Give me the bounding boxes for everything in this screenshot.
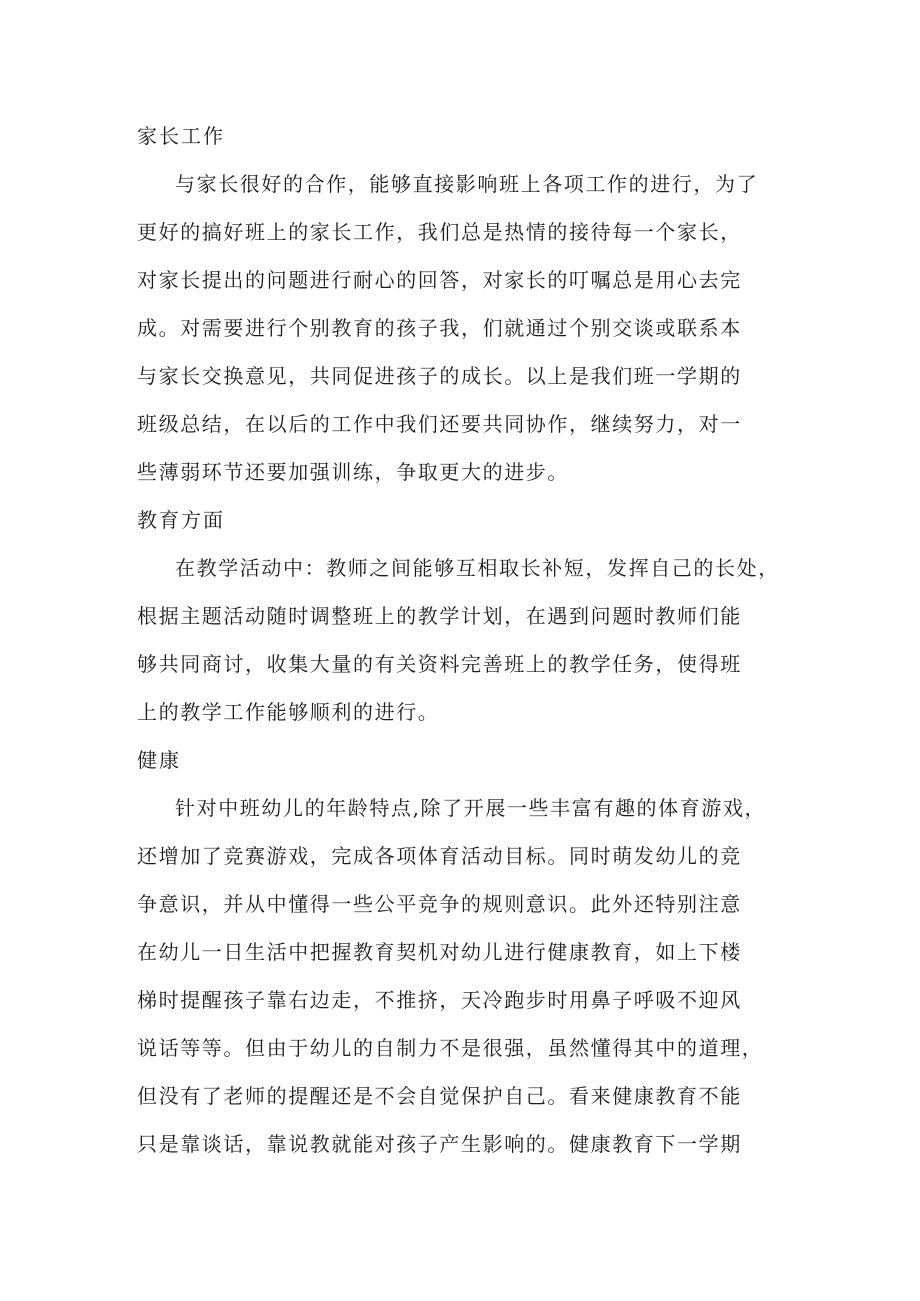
paragraph-line: 根据主题活动随时调整班上的教学计划，在遇到问题时教师们能 <box>137 604 742 628</box>
paragraph-line: 与家长交换意见，共同促进孩子的成长。以上是我们班一学期的 <box>137 364 742 388</box>
paragraph-line: 在教学活动中：教师之间能够互相取长补短，发挥自己的长处， <box>175 556 780 580</box>
paragraph-line: 成。对需要进行个别教育的孩子我，们就通过个别交谈或联系本 <box>137 316 742 340</box>
paragraph-line: 只是靠谈话，靠说教就能对孩子产生影响的。健康教育下一学期 <box>137 1132 742 1156</box>
paragraph-line: 梯时提醒孩子靠右边走，不推挤，天冷跑步时用鼻子呼吸不迎风 <box>137 988 742 1012</box>
paragraph-line: 争意识，并从中懂得一些公平竞争的规则意识。此外还特别注意 <box>137 892 742 916</box>
paragraph-line: 上的教学工作能够顺利的进行。 <box>137 700 440 724</box>
paragraph-line: 针对中班幼儿的年龄特点,除了开展一些丰富有趣的体育游戏， <box>175 796 767 820</box>
paragraph-line: 更好的搞好班上的家长工作，我们总是热情的接待每一个家长， <box>137 220 742 244</box>
paragraph-line: 还增加了竞赛游戏，完成各项体育活动目标。同时萌发幼儿的竞 <box>137 844 742 868</box>
paragraph-line: 在幼儿一日生活中把握教育契机对幼儿进行健康教育，如上下楼 <box>137 940 742 964</box>
paragraph-line: 对家长提出的问题进行耐心的回答，对家长的叮嘱总是用心去完 <box>137 268 742 292</box>
paragraph-line: 班级总结，在以后的工作中我们还要共同协作，继续努力，对一 <box>137 412 742 436</box>
paragraph-line: 与家长很好的合作，能够直接影响班上各项工作的进行，为了 <box>175 172 759 196</box>
section-heading-health: 健康 <box>137 748 181 772</box>
paragraph-line: 说话等等。但由于幼儿的自制力不是很强，虽然懂得其中的道理， <box>137 1036 764 1060</box>
section-heading-education: 教育方面 <box>137 508 225 532</box>
section-heading-parent-work: 家长工作 <box>137 124 225 148</box>
paragraph-line: 但没有了老师的提醒还是不会自觉保护自己。看来健康教育不能 <box>137 1084 742 1108</box>
paragraph-line: 些薄弱环节还要加强训练，争取更大的进步。 <box>137 460 569 484</box>
paragraph-line: 够共同商讨，收集大量的有关资料完善班上的教学任务，使得班 <box>137 652 742 676</box>
